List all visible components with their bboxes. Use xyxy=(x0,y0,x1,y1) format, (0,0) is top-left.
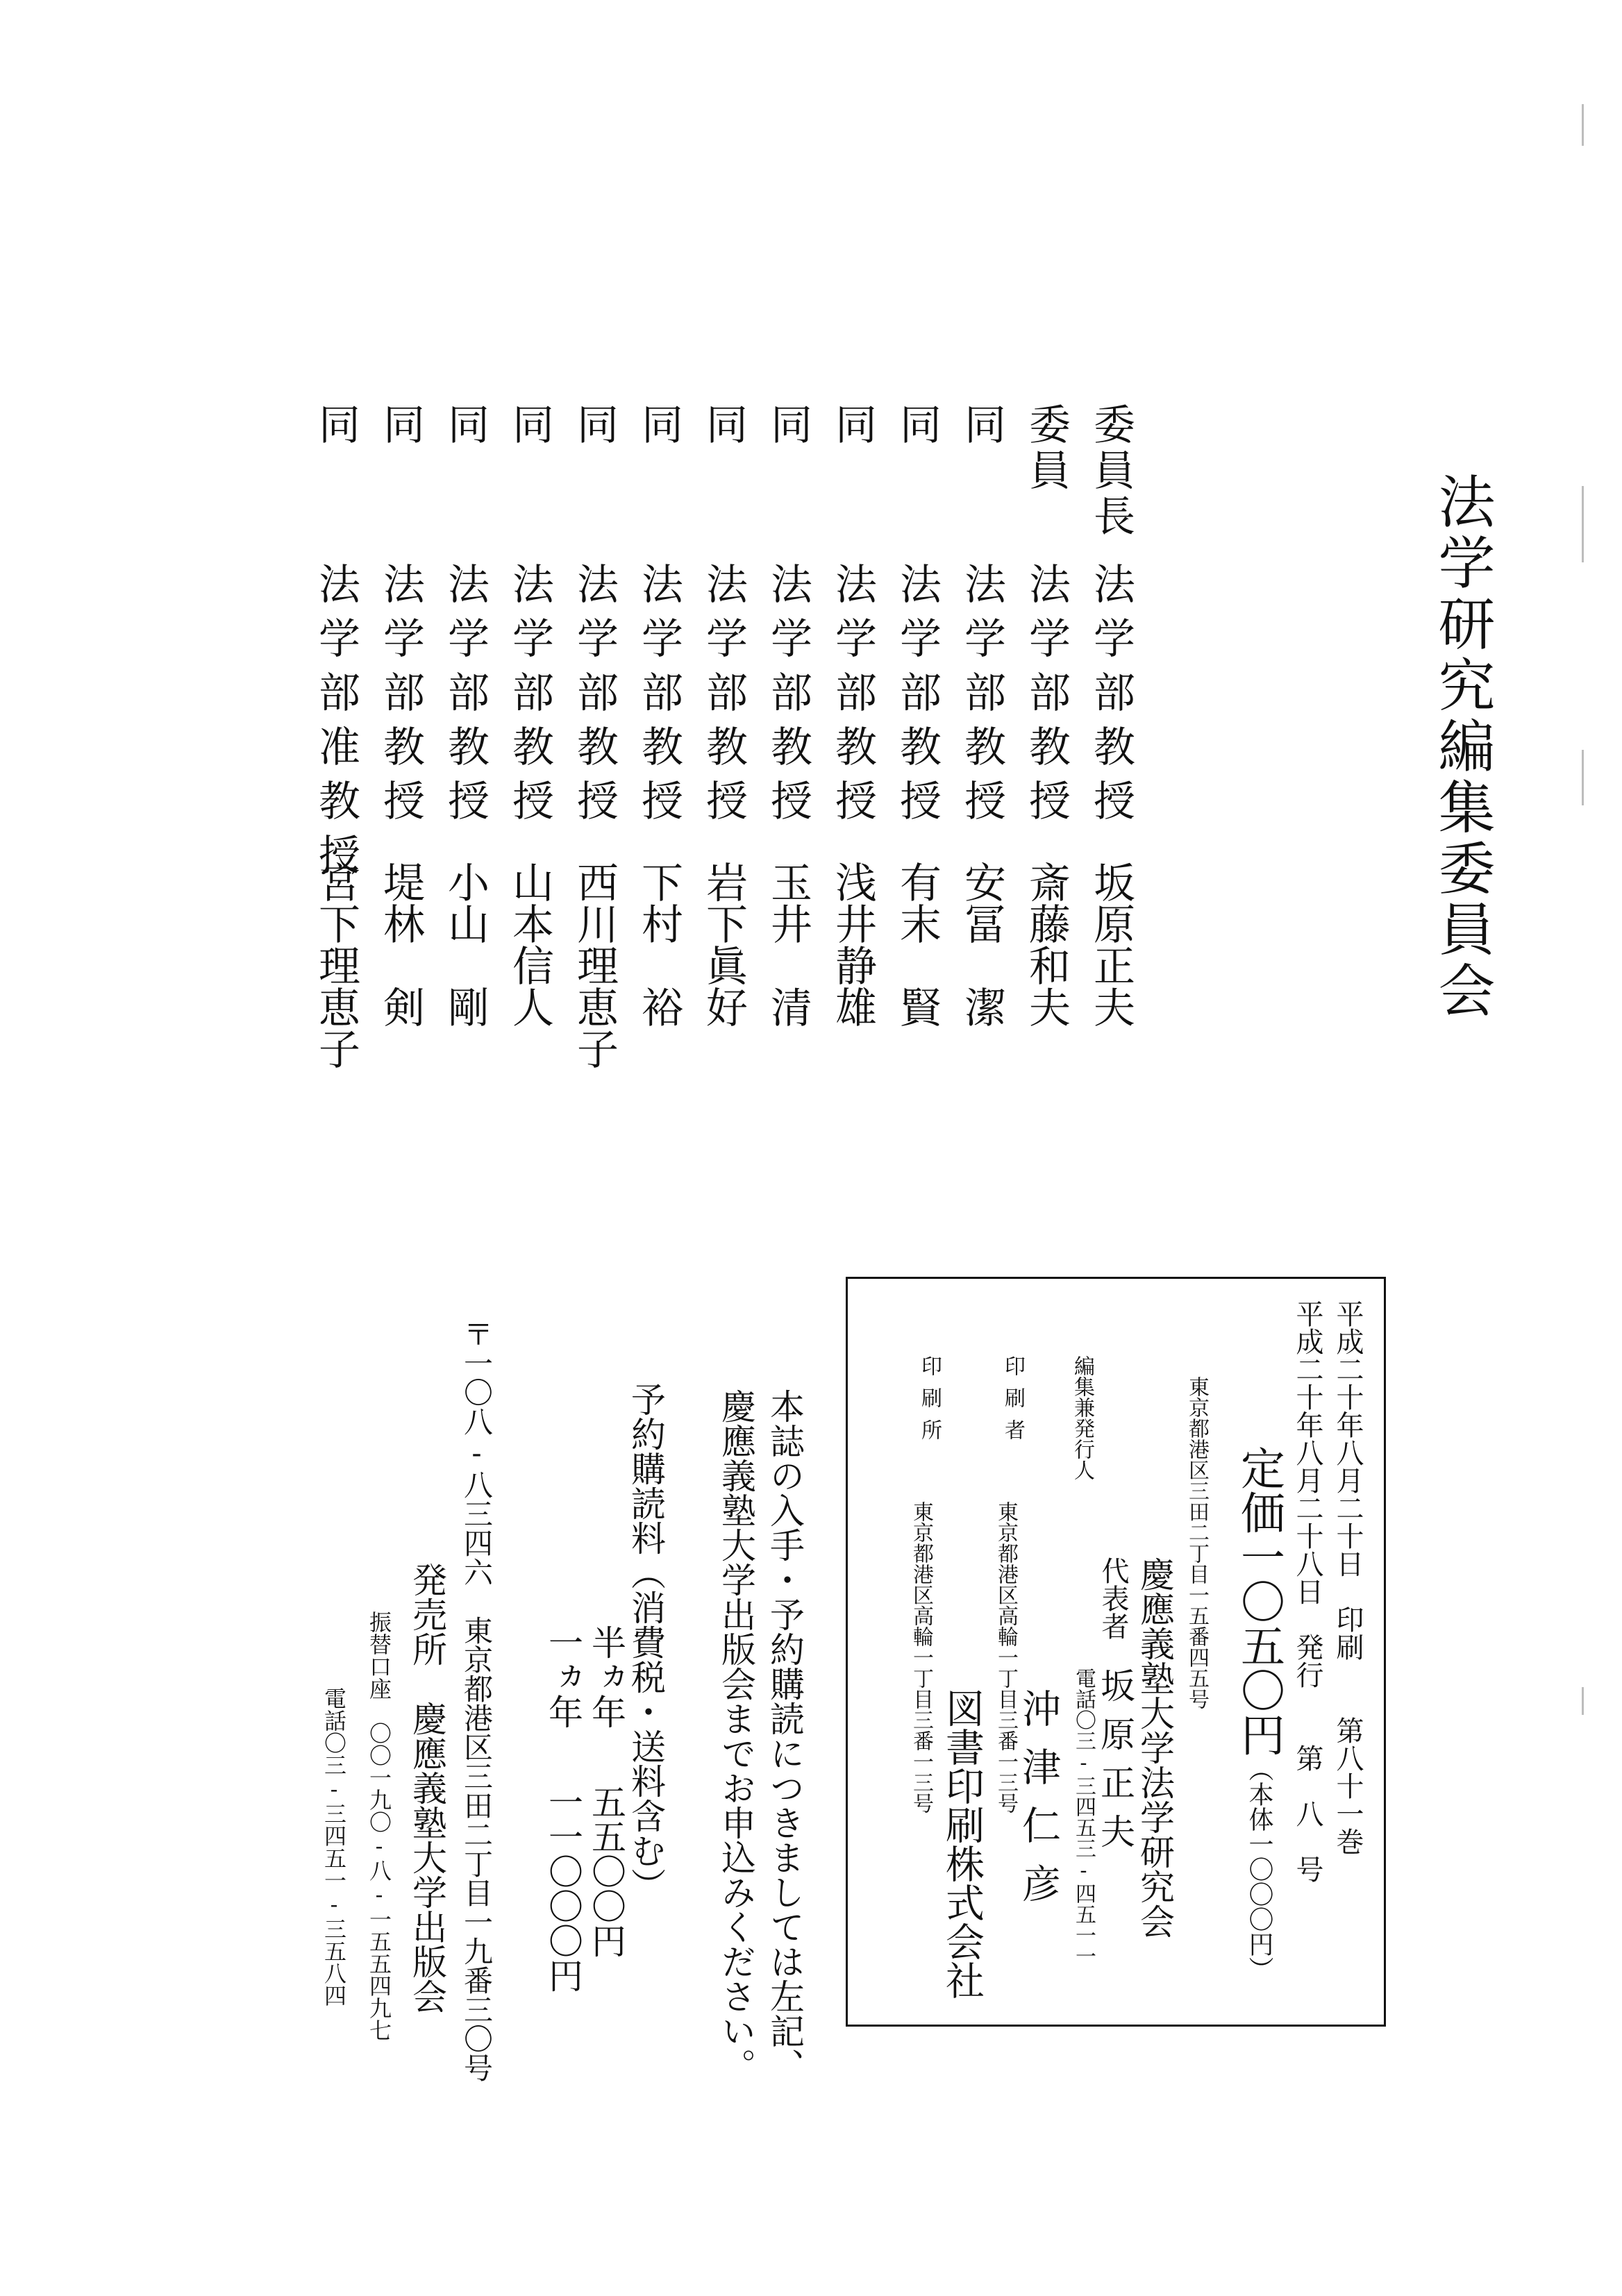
representative-name: 坂原正夫 xyxy=(1095,1668,1135,1862)
member-role: 委員長 xyxy=(1087,403,1135,540)
member-name: 堤林 剣 xyxy=(376,861,425,1028)
member-name: 坂原正夫 xyxy=(1087,861,1135,1028)
member-name: 斎藤和夫 xyxy=(1022,861,1071,1028)
member-affiliation: 法学部教授 xyxy=(699,562,748,833)
member-affiliation: 法学部教授 xyxy=(828,562,877,833)
member-role: 同 xyxy=(312,403,360,449)
member-affiliation: 法学部教授 xyxy=(958,562,1006,833)
representative-label: 代表者 xyxy=(1097,1557,1129,1640)
printshop-label: 印刷所 xyxy=(917,1355,942,1451)
member-role: 委員 xyxy=(1022,403,1071,494)
scan-speck xyxy=(1582,750,1584,805)
price-value: 定価一〇五〇円 xyxy=(1233,1446,1285,1757)
committee-member xyxy=(764,403,823,1153)
half-year-label: 半ヵ年 xyxy=(586,1625,626,1729)
distributor-name: 発売所 慶應義塾大学出版会 xyxy=(407,1562,447,2013)
notice-line: 本誌の入手・予約購読につきましては左記、 xyxy=(764,1389,805,2083)
printshop-address: 東京都港区高輪一丁目三番一三号 xyxy=(909,1501,933,1813)
member-name: 山本信人 xyxy=(505,861,554,1028)
member-name: 岩下眞好 xyxy=(699,861,748,1028)
subscription-heading: 予約購読料（消費税・送料含む） xyxy=(626,1382,666,1902)
member-role: 同 xyxy=(893,403,942,449)
half-year-price: 五五〇〇円 xyxy=(586,1784,626,1958)
member-name: 下村 裕 xyxy=(635,861,683,1028)
committee-title: 法学研究編集委員会 xyxy=(1429,472,1495,1022)
member-affiliation: 法学部教授 xyxy=(505,562,554,833)
member-affiliation: 法学部教授 xyxy=(570,562,619,833)
member-name: 西川理恵子 xyxy=(570,861,619,1069)
committee-member xyxy=(441,403,500,1153)
committee-member xyxy=(1022,403,1081,1153)
committee-member xyxy=(828,403,887,1153)
member-affiliation: 法学部教授 xyxy=(376,562,425,833)
printer-label: 印刷者 xyxy=(1001,1355,1025,1451)
member-role: 同 xyxy=(958,403,1006,449)
member-name: 小山 剛 xyxy=(441,861,490,1028)
member-name: 玉井 清 xyxy=(764,861,812,1028)
issue-date-line: 平成二十年八月二十八日 発行 第 八 号 xyxy=(1291,1300,1323,1883)
committee-member xyxy=(376,403,435,1153)
committee-member xyxy=(893,403,952,1153)
printer-name: 沖津仁彦 xyxy=(1016,1689,1061,1922)
member-affiliation: 法学部教授 xyxy=(441,562,490,833)
price-body: （本体一〇〇〇円） xyxy=(1245,1757,1273,1981)
member-affiliation: 法学部教授 xyxy=(893,562,942,833)
editor-label: 編集兼発行人 xyxy=(1070,1355,1094,1480)
member-role: 同 xyxy=(441,403,490,449)
publisher-org: 慶應義塾大学法学研究会 xyxy=(1135,1557,1175,1938)
colophon-box xyxy=(846,1277,1386,2027)
member-role: 同 xyxy=(376,403,425,449)
print-date-line: 平成二十年八月二十日 印刷 第八十一巻 xyxy=(1332,1300,1364,1855)
one-year-price: 一一〇〇〇円 xyxy=(543,1784,583,1993)
committee-member xyxy=(570,403,629,1153)
member-affiliation: 法学部准教授 xyxy=(312,562,360,887)
member-role: 同 xyxy=(699,403,748,449)
scan-speck xyxy=(1582,1687,1584,1715)
publisher-phone: 電話〇三-三四五三-四五一一 xyxy=(1071,1668,1096,1966)
member-affiliation: 法学部教授 xyxy=(764,562,812,833)
distributor-phone: 電話〇三-三四五一-三五八四 xyxy=(321,1687,347,2006)
committee-member xyxy=(958,403,1017,1153)
one-year-label: 一ヵ年 xyxy=(543,1625,583,1729)
scan-speck xyxy=(1582,104,1584,146)
notice-line: 慶應義塾大学出版会までお申込みください。 xyxy=(716,1389,756,2083)
member-name: 浅井静雄 xyxy=(828,861,877,1028)
member-role: 同 xyxy=(764,403,812,449)
distributor-address: 〒一〇八-八三四六 東京都港区三田二丁目一九番三〇号 xyxy=(460,1319,494,2082)
member-role: 同 xyxy=(505,403,554,449)
member-role: 同 xyxy=(570,403,619,449)
member-name: 有末 賢 xyxy=(893,861,942,1028)
publisher-address: 東京都港区三田二丁目一五番四五号 xyxy=(1185,1376,1209,1709)
price xyxy=(1233,1446,1285,1981)
committee-member xyxy=(312,403,371,1153)
member-name: 安冨 潔 xyxy=(958,861,1006,1028)
member-affiliation: 法学部教授 xyxy=(635,562,683,833)
member-role: 同 xyxy=(635,403,683,449)
member-affiliation: 法学部教授 xyxy=(1087,562,1135,833)
member-role: 同 xyxy=(828,403,877,449)
printshop-name: 図書印刷株式会社 xyxy=(939,1689,985,2000)
committee-member xyxy=(1087,403,1146,1153)
committee-member xyxy=(635,403,694,1153)
distributor-account: 振替口座 〇〇一九〇-八-一五五四九七 xyxy=(366,1611,392,2041)
printer-address: 東京都港区高輪一丁目三番一三号 xyxy=(994,1501,1018,1813)
committee-member xyxy=(505,403,565,1153)
member-affiliation: 法学部教授 xyxy=(1022,562,1071,833)
scan-speck xyxy=(1582,486,1584,562)
committee-member xyxy=(699,403,758,1153)
member-name: 宮下理恵子 xyxy=(312,861,360,1069)
